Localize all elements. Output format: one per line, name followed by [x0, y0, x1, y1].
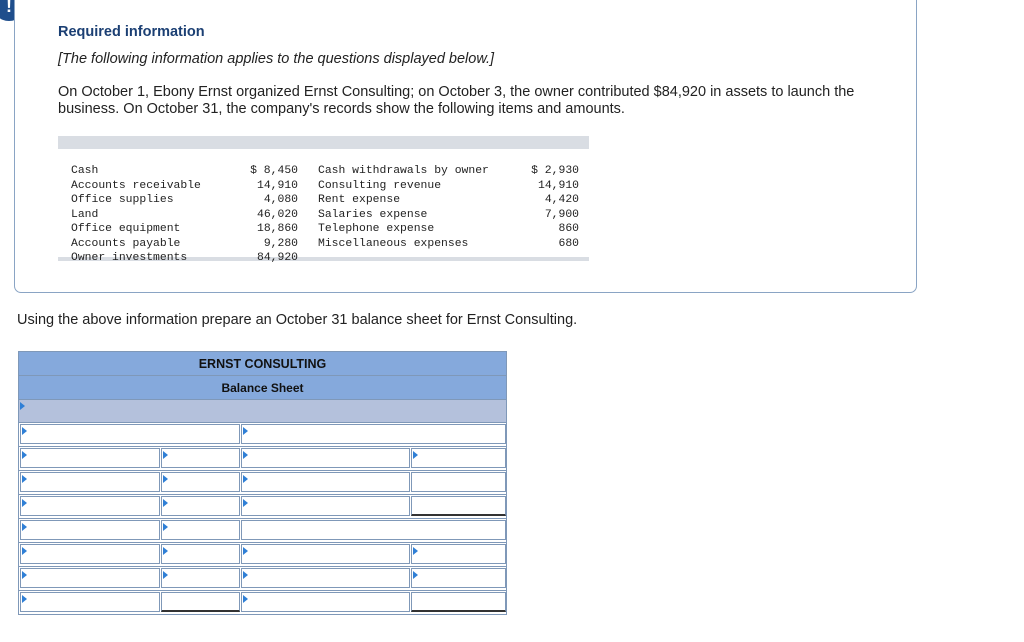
balance-sheet-row	[19, 471, 506, 495]
dropdown-arrow-icon	[243, 475, 248, 483]
total-assets-label-dropdown[interactable]	[20, 592, 160, 612]
dropdown-arrow-icon	[22, 595, 27, 603]
ledger-item-amount: 14,910	[256, 179, 298, 192]
dropdown-arrow-icon	[22, 547, 27, 555]
ledger-left-names	[71, 164, 201, 266]
dropdown-arrow-icon	[163, 571, 168, 579]
total-liabilities-equity-label-dropdown[interactable]	[241, 592, 410, 612]
asset-amount-input[interactable]	[161, 472, 240, 492]
ledger-item-amount: 860	[558, 223, 579, 235]
dropdown-arrow-icon	[163, 475, 168, 483]
ledger-right-amounts	[508, 164, 579, 251]
asset-amount-input[interactable]	[161, 544, 240, 564]
liabilities-total-label-dropdown[interactable]	[241, 496, 410, 516]
asset-amount-input[interactable]	[161, 448, 240, 468]
balance-sheet-row	[19, 567, 506, 591]
ledger-item-amount: 9,280	[263, 237, 298, 250]
dropdown-arrow-icon	[163, 451, 168, 459]
balance-sheet-row	[19, 543, 506, 567]
balance-sheet-row	[19, 495, 506, 519]
statement-title-header: Balance Sheet	[19, 376, 506, 400]
dropdown-arrow-icon	[243, 427, 248, 435]
alert-icon: !	[0, 0, 26, 21]
asset-amount-input[interactable]	[161, 496, 240, 516]
ledger-item-name: Office equipment	[71, 223, 181, 235]
ledger-item-name: Miscellaneous expenses	[318, 237, 469, 250]
equity-label-dropdown[interactable]	[241, 520, 506, 540]
dropdown-arrow-icon	[22, 499, 27, 507]
ledger-right-names	[318, 164, 489, 251]
liability-account-dropdown[interactable]	[241, 448, 410, 468]
dropdown-arrow-icon	[20, 402, 25, 410]
dropdown-arrow-icon	[413, 451, 418, 459]
asset-amount-input[interactable]	[161, 568, 240, 588]
account-ledger-table	[58, 136, 589, 264]
dropdown-arrow-icon	[22, 475, 27, 483]
ledger-item-name: Cash withdrawals by owner	[318, 165, 489, 177]
asset-account-dropdown[interactable]	[20, 520, 160, 540]
ledger-item-name: Salaries expense	[318, 208, 428, 221]
asset-account-dropdown[interactable]	[20, 448, 160, 468]
liability-account-dropdown[interactable]	[241, 472, 410, 492]
asset-account-dropdown[interactable]	[20, 472, 160, 492]
ledger-item-name: Accounts receivable	[71, 179, 201, 192]
ledger-item-name: Telephone expense	[318, 223, 435, 235]
dropdown-arrow-icon	[243, 451, 248, 459]
liability-amount-input[interactable]	[411, 448, 506, 468]
dropdown-arrow-icon	[413, 547, 418, 555]
total-assets-input[interactable]	[161, 592, 240, 612]
dropdown-arrow-icon	[243, 499, 248, 507]
balance-sheet-row	[19, 519, 506, 543]
ledger-item-amount: 46,020	[256, 208, 298, 221]
ledger-item-amount: $ 8,450	[250, 165, 298, 177]
ledger-item-amount: $ 2,930	[531, 165, 579, 177]
total-liabilities-equity-input[interactable]	[411, 592, 506, 612]
ledger-item-amount: 7,900	[544, 208, 579, 221]
equity-account-dropdown[interactable]	[241, 544, 410, 564]
equity-amount-input[interactable]	[411, 544, 506, 564]
ledger-item-amount: 4,080	[263, 194, 298, 206]
balance-sheet-row	[19, 447, 506, 471]
dropdown-arrow-icon	[413, 571, 418, 579]
question-prompt: Using the above information prepare an October 31 balance sheet for Ernst Consulting.	[17, 312, 578, 328]
required-info-title: Required information	[58, 24, 205, 40]
ledger-item-name: Office supplies	[71, 194, 174, 206]
ledger-item-name: Cash	[71, 165, 99, 177]
ledger-item-amount: 14,910	[537, 179, 579, 192]
ledger-item-name: Land	[71, 208, 99, 221]
asset-account-dropdown[interactable]	[20, 568, 160, 588]
ledger-left-amounts	[228, 164, 298, 266]
dropdown-arrow-icon	[163, 499, 168, 507]
ledger-item-name: Accounts payable	[71, 237, 181, 250]
assets-label-dropdown[interactable]	[20, 424, 240, 444]
dropdown-arrow-icon	[22, 451, 27, 459]
dropdown-arrow-icon	[163, 523, 168, 531]
ledger-item-name: Owner investments	[71, 252, 188, 264]
dropdown-arrow-icon	[163, 547, 168, 555]
problem-intro: On October 1, Ebony Ernst organized Ernst Consulting; on October 3, the owner contributed $84,920 in assets to launch the business. On October 31, the company's records show the following items and amounts.	[58, 84, 855, 117]
liability-amount-input[interactable]	[411, 472, 506, 492]
liabilities-total-input[interactable]	[411, 496, 506, 516]
asset-account-dropdown[interactable]	[20, 544, 160, 564]
balance-sheet-worksheet	[18, 351, 507, 615]
statement-date-dropdown[interactable]	[19, 400, 506, 423]
ledger-item-amount: 680	[558, 237, 579, 250]
liabilities-label-dropdown[interactable]	[241, 424, 506, 444]
equity-total-input[interactable]	[411, 568, 506, 588]
ledger-item-amount: 18,860	[256, 223, 298, 235]
ledger-item-amount: 4,420	[544, 194, 579, 206]
equity-total-label-dropdown[interactable]	[241, 568, 410, 588]
dropdown-arrow-icon	[243, 595, 248, 603]
dropdown-arrow-icon	[22, 523, 27, 531]
asset-account-dropdown[interactable]	[20, 496, 160, 516]
dropdown-arrow-icon	[243, 547, 248, 555]
dropdown-arrow-icon	[22, 427, 27, 435]
ledger-item-amount: 84,920	[256, 252, 298, 264]
dropdown-arrow-icon	[243, 571, 248, 579]
applies-note: [The following information applies to the questions displayed below.]	[58, 51, 495, 67]
asset-amount-input[interactable]	[161, 520, 240, 540]
ledger-item-name: Rent expense	[318, 194, 401, 206]
dropdown-arrow-icon	[22, 571, 27, 579]
balance-sheet-row	[19, 591, 506, 614]
company-name-header: ERNST CONSULTING	[19, 352, 506, 376]
balance-sheet-row	[19, 423, 506, 447]
ledger-item-name: Consulting revenue	[318, 179, 442, 192]
